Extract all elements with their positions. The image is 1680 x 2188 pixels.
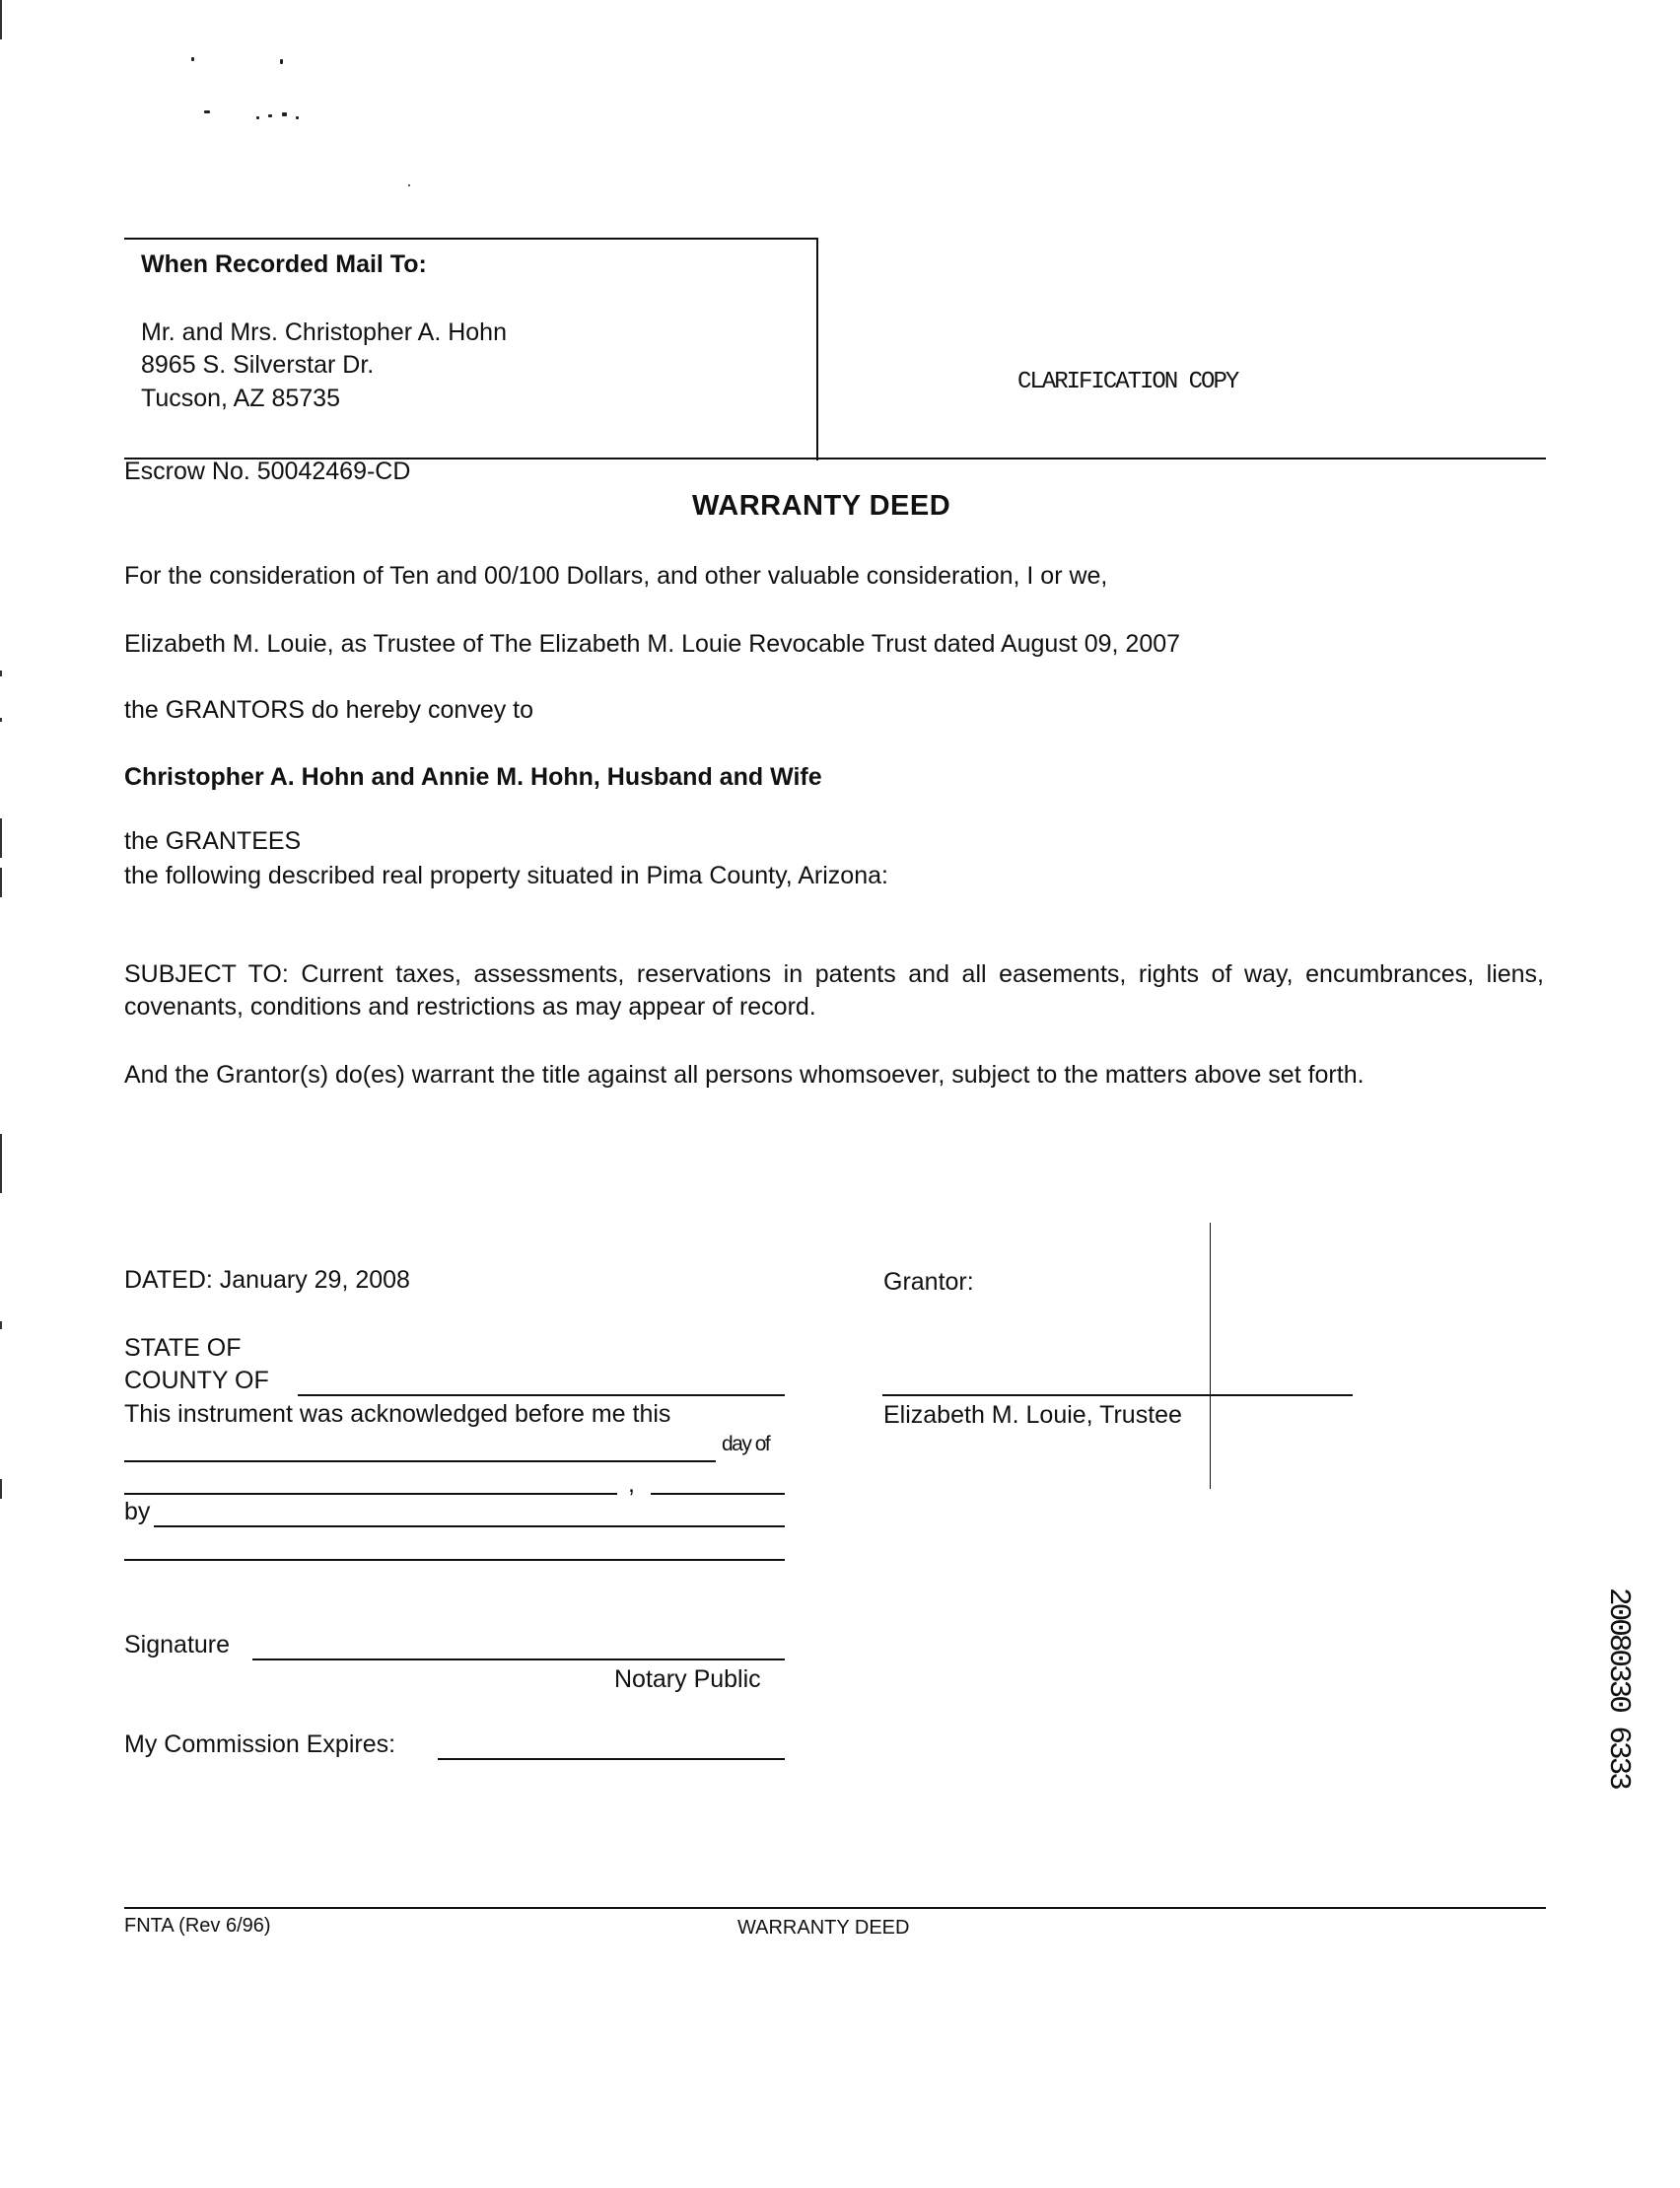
grantor-signature-line [882,1394,1353,1396]
footer-title: WARRANTY DEED [737,1917,910,1939]
scan-speck [280,59,283,64]
by-blank-2 [124,1559,785,1561]
scan-speck [408,184,410,186]
by-label: by [124,1498,151,1525]
by-blank [154,1525,785,1527]
dated-line: DATED: January 29, 2008 [124,1266,410,1294]
scan-speck [204,110,210,113]
scan-edge-mark [0,1134,2,1193]
mail-to-heading: When Recorded Mail To: [141,250,427,278]
escrow-number: Escrow No. 50042469-CD [124,458,411,485]
scan-edge-mark [0,818,2,858]
month-blank [124,1493,617,1495]
grantees-name: Christopher A. Hohn and Annie M. Hohn, Husband and Wife [124,763,822,791]
comma-mark: , [628,1470,635,1498]
consideration-line: For the consideration of Ten and 00/100 Dollars, and other valuable consideration, I or we, [124,562,1108,590]
scan-edge-mark [0,0,2,39]
county-of-label: COUNTY OF [124,1367,269,1394]
scan-speck [296,116,299,119]
recording-number: 20080330 6333 [1601,1588,1636,1788]
scan-speck [282,112,287,116]
convey-line: the GRANTORS do hereby convey to [124,696,534,724]
clarification-copy-stamp: CLARIFICATION COPY [1017,369,1238,395]
footer-rule [124,1907,1546,1909]
acknowledged-line: This instrument was acknowledged before me this [124,1400,671,1428]
signature-blank [252,1659,785,1660]
year-blank [651,1493,785,1495]
crosshair-vertical-mark [1210,1223,1211,1489]
notary-public-label: Notary Public [614,1665,761,1693]
scan-edge-mark [0,1479,2,1499]
grantor-name-line: Elizabeth M. Louie, as Trustee of The Elizabeth M. Louie Revocable Trust dated August 09, 2007 [124,630,1181,658]
day-of-label: day of [722,1433,770,1455]
scan-edge-mark [0,671,2,676]
day-blank [124,1460,716,1462]
property-line: the following described real property situated in Pima County, Arizona: [124,862,888,889]
warrant-line: And the Grantor(s) do(es) warrant the title against all persons whomsoever, subject to the matters above set forth. [124,1061,1365,1089]
footer-form-id: FNTA (Rev 6/96) [124,1915,271,1937]
mail-to-city: Tucson, AZ 85735 [141,385,340,412]
scan-edge-mark [0,868,2,897]
commission-label: My Commission Expires: [124,1730,396,1758]
grantees-label: the GRANTEES [124,827,302,855]
signature-label: Signature [124,1631,231,1659]
subject-to-paragraph: SUBJECT TO: Current taxes, assessments, reservations in patents and all easements, rights of way, encumbrances, liens, covenants, conditions and restrictions as may appear of record. [124,960,1544,1021]
scan-speck [191,57,194,61]
commission-blank [438,1758,785,1760]
document-title: WARRANTY DEED [692,490,951,522]
mail-to-name: Mr. and Mrs. Christopher A. Hohn [141,318,507,346]
grantor-signer-name: Elizabeth M. Louie, Trustee [883,1401,1182,1429]
grantor-label: Grantor: [883,1268,974,1296]
county-blank [298,1394,785,1396]
scan-speck [256,116,259,119]
scan-edge-mark [0,1321,2,1329]
scan-edge-mark [0,718,2,722]
scan-speck [268,114,272,117]
mail-to-street: 8965 S. Silverstar Dr. [141,351,375,379]
state-of-label: STATE OF [124,1334,242,1362]
